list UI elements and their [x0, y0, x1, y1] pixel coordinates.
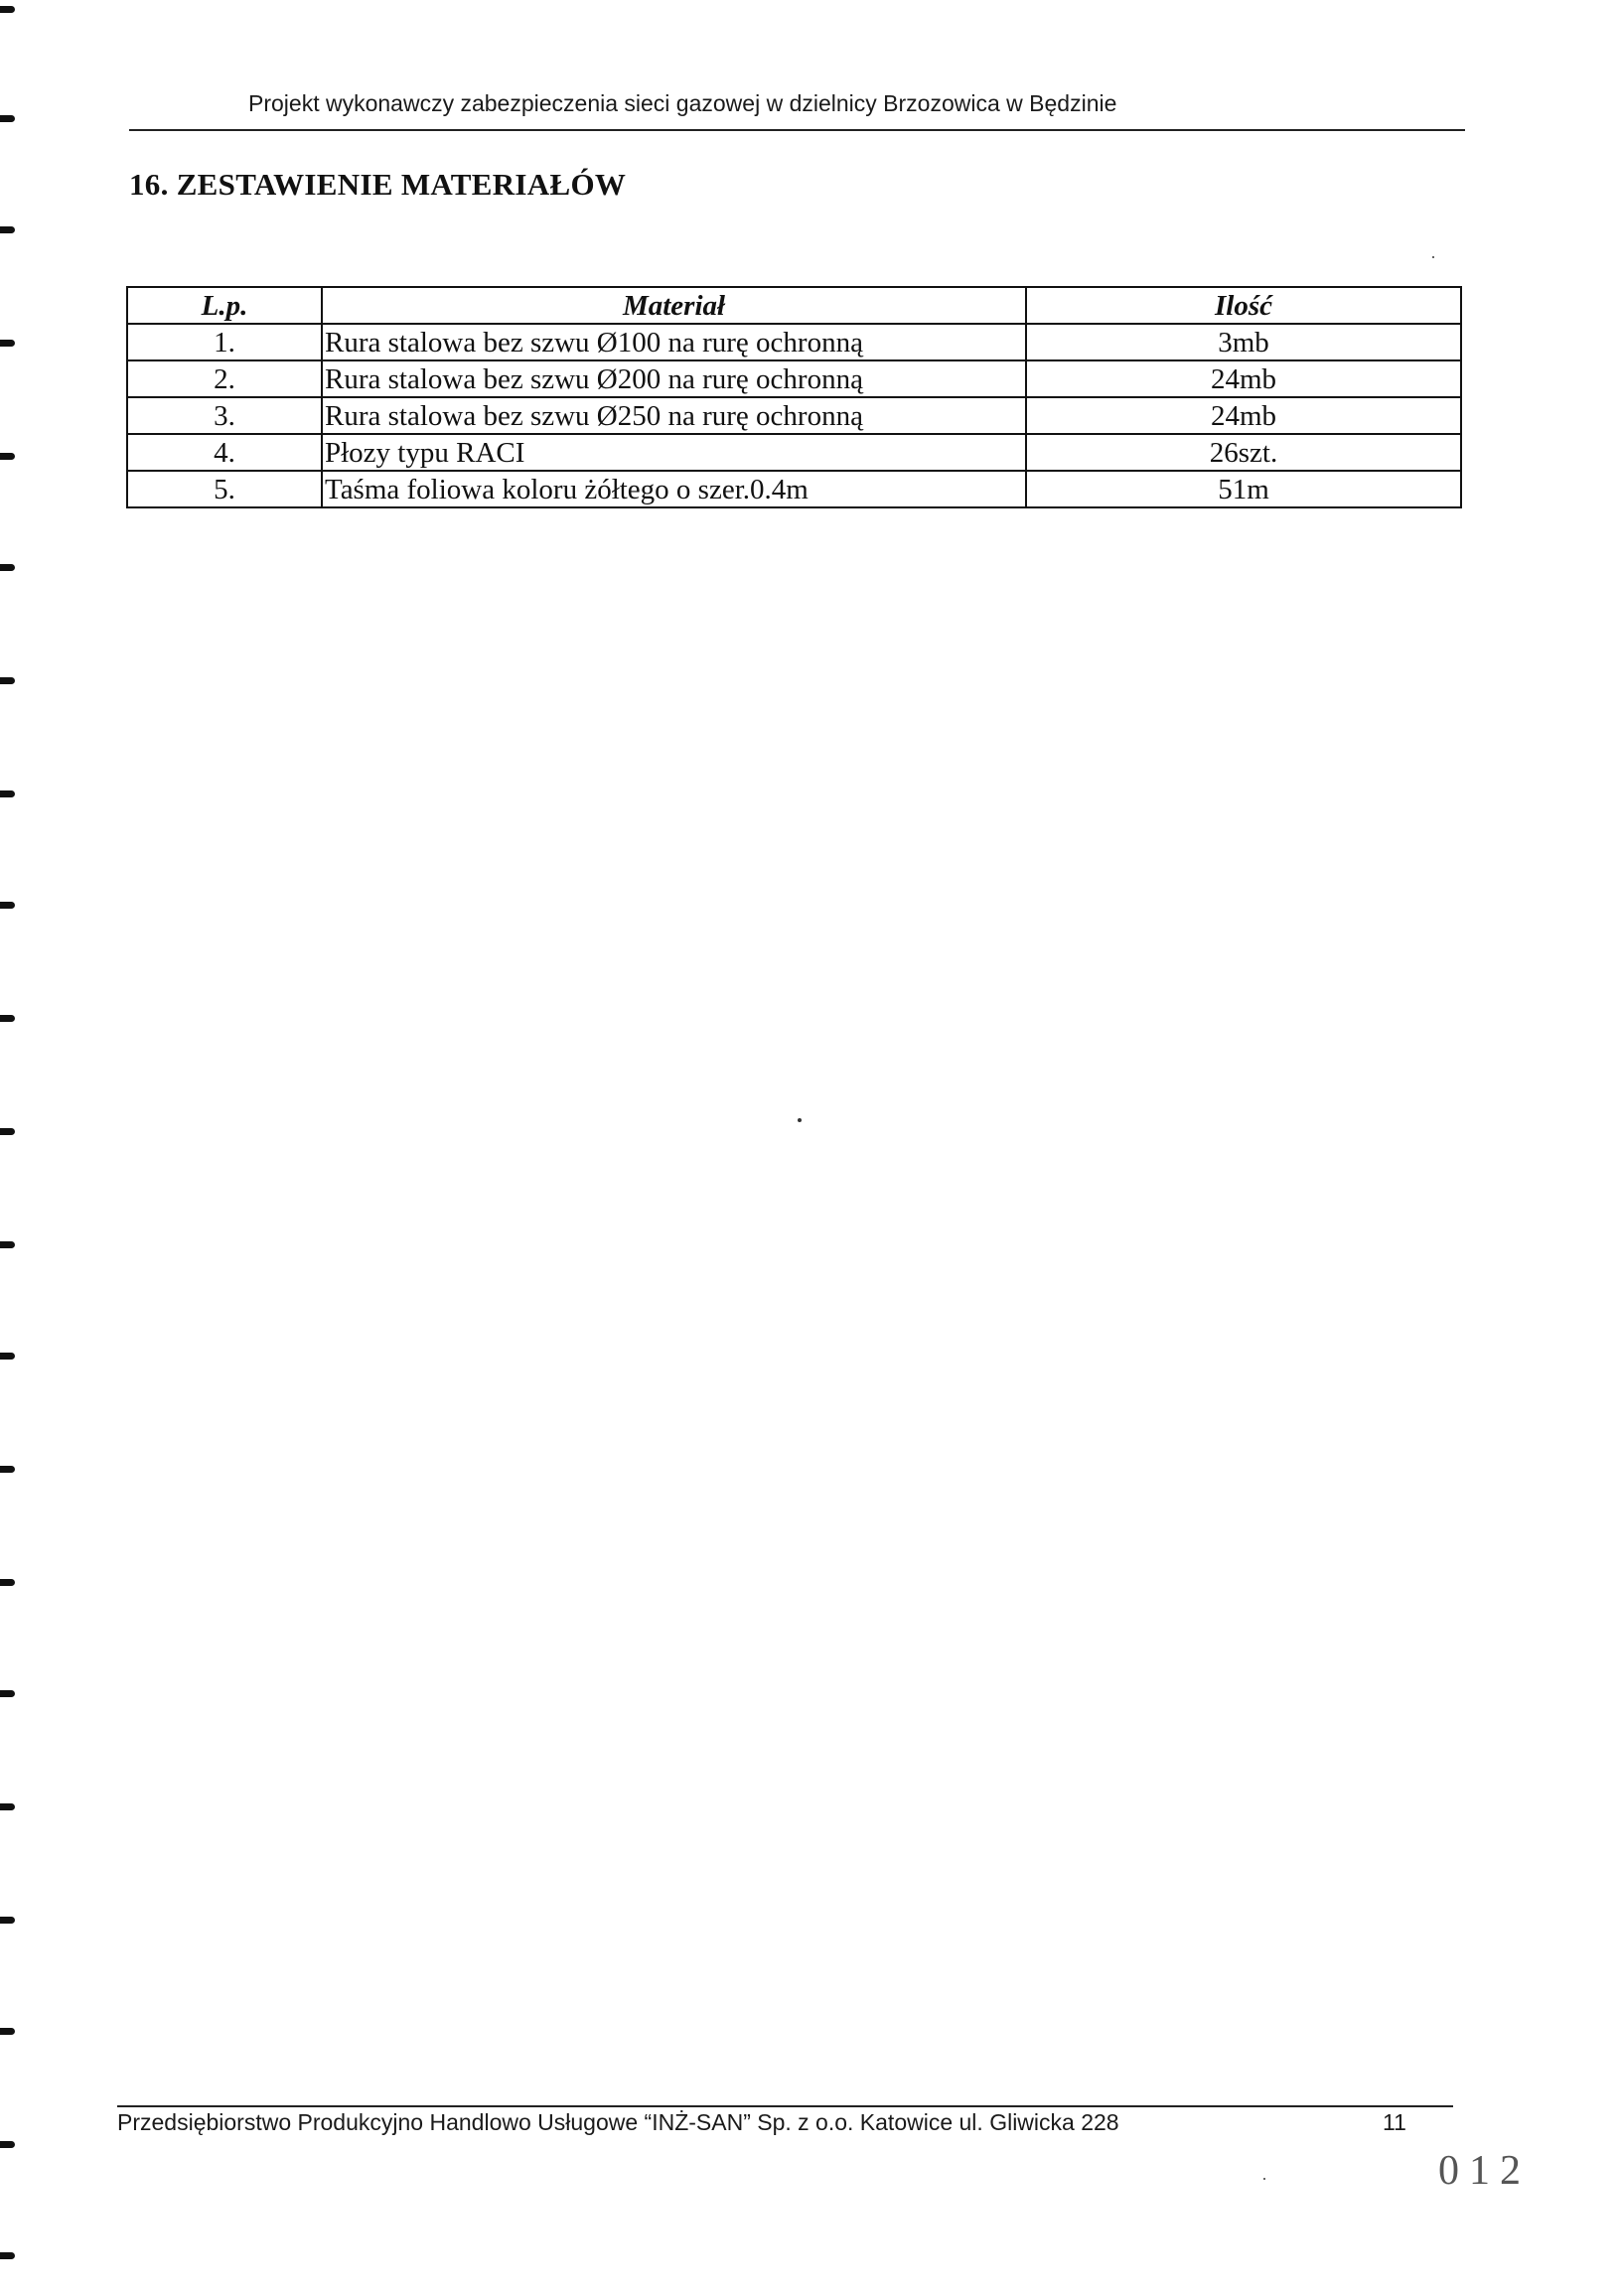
cell-quantity: 3mb: [1026, 324, 1461, 360]
binder-mark: [0, 1690, 15, 1697]
binder-mark: [0, 902, 15, 909]
footer-text: Przedsiębiorstwo Produkcyjno Handlowo Usługowe “INŻ-SAN” Sp. z o.o. Katowice ul. Gliwicka 228: [117, 2109, 1119, 2135]
cell-lp: 5.: [127, 471, 322, 507]
column-header-quantity: Ilość: [1026, 287, 1461, 324]
cell-quantity: 26szt.: [1026, 434, 1461, 471]
cell-material: Rura stalowa bez szwu Ø250 na rurę ochronną: [322, 397, 1026, 434]
cell-lp: 2.: [127, 360, 322, 397]
binder-mark: [0, 453, 15, 460]
scan-speck: [1432, 256, 1434, 258]
footer-divider: [117, 2105, 1453, 2107]
binder-mark: [0, 115, 15, 122]
binder-mark: [0, 564, 15, 571]
binder-mark: [0, 1466, 15, 1473]
binder-mark: [0, 790, 15, 797]
column-header-material: Materiał: [322, 287, 1026, 324]
binder-mark: [0, 1917, 15, 1924]
page-number: 11: [1383, 2109, 1406, 2135]
binder-mark: [0, 1579, 15, 1586]
cell-material: Rura stalowa bez szwu Ø100 na rurę ochronną: [322, 324, 1026, 360]
materials-table: [126, 286, 1462, 508]
cell-quantity: 24mb: [1026, 360, 1461, 397]
table-row: [127, 397, 1461, 434]
binder-mark: [0, 1128, 15, 1135]
table-row: [127, 360, 1461, 397]
cell-lp: 3.: [127, 397, 322, 434]
section-title: 16. ZESTAWIENIE MATERIAŁÓW: [129, 167, 627, 202]
binder-mark: [0, 1803, 15, 1810]
binder-mark: [0, 340, 15, 347]
table-header-row: [127, 287, 1461, 324]
binder-mark: [0, 1353, 15, 1360]
table-row: [127, 324, 1461, 360]
binder-mark: [0, 2141, 15, 2148]
cell-lp: 1.: [127, 324, 322, 360]
binder-mark: [0, 6, 15, 13]
scan-speck: [798, 1118, 802, 1122]
cell-material: Płozy typu RACI: [322, 434, 1026, 471]
binder-mark: [0, 2252, 15, 2259]
cell-material: Rura stalowa bez szwu Ø200 na rurę ochronną: [322, 360, 1026, 397]
stamp-number: 012: [1438, 2148, 1531, 2194]
binder-mark: [0, 2028, 15, 2035]
binder-mark: [0, 226, 15, 233]
cell-quantity: 51m: [1026, 471, 1461, 507]
cell-quantity: 24mb: [1026, 397, 1461, 434]
column-header-lp: L.p.: [127, 287, 322, 324]
binder-mark: [0, 1241, 15, 1248]
table-row: [127, 434, 1461, 471]
header-divider: [129, 129, 1465, 131]
binder-mark: [0, 1015, 15, 1022]
binder-mark: [0, 677, 15, 684]
cell-material: Taśma foliowa koloru żółtego o szer.0.4m: [322, 471, 1026, 507]
table-row: [127, 471, 1461, 507]
cell-lp: 4.: [127, 434, 322, 471]
scan-speck: [1263, 2178, 1265, 2180]
page-header: Projekt wykonawczy zabezpieczenia sieci gazowej w dzielnicy Brzozowica w Będzinie: [248, 90, 1117, 116]
